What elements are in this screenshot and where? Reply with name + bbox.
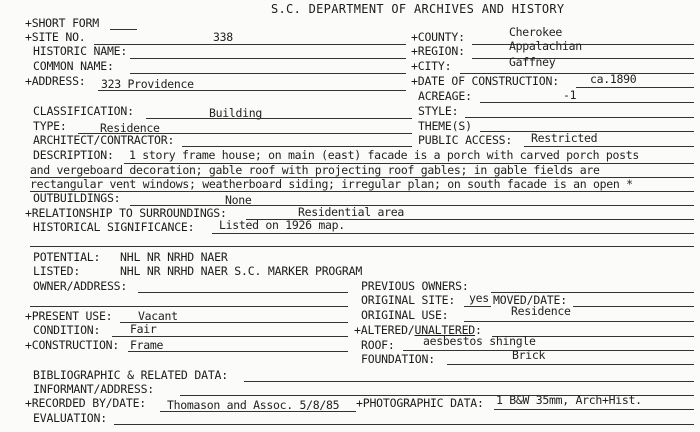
present-use-label: +PRESENT USE: (25, 309, 113, 323)
foundation-line (447, 364, 694, 365)
description-line-1: 1 story frame house; on main (east) facade is a porch with carved porch posts (129, 148, 640, 162)
moved-date-line (573, 306, 694, 307)
public-access-value: Restricted (531, 131, 598, 145)
classification-label: CLASSIFICATION: (33, 104, 134, 118)
construction-line (128, 351, 348, 352)
condition-label: CONDITION: (33, 323, 101, 337)
architect-line (182, 146, 412, 147)
construction-value: Frame (130, 338, 164, 352)
unaltered-colon: : (475, 323, 482, 337)
significance-value: Listed on 1926 map. (219, 218, 345, 232)
address-line (98, 90, 406, 91)
recorded-by-label: +RECORDED BY/DATE: (25, 396, 147, 410)
site-no-label: +SITE NO. (25, 30, 86, 44)
roof-value: aesbestos shingle (423, 334, 536, 348)
historic-name-label: HISTORIC NAME: (33, 44, 128, 58)
owner-address-line (138, 292, 348, 293)
region-label: +REGION: (411, 44, 465, 58)
original-site-value: yes (469, 291, 489, 305)
significance-label: HISTORICAL SIGNIFICANCE: (33, 220, 195, 234)
photographic-value: 1 B&W 35mm, Arch+Hist. (496, 393, 642, 407)
theme-label: THEME(S) (418, 119, 472, 133)
short-form-line (110, 29, 137, 30)
moved-date-label: MOVED/DATE: (493, 293, 567, 307)
photographic-line (494, 409, 694, 410)
type-value: Residence (100, 121, 160, 135)
foundation-label: FOUNDATION: (361, 352, 435, 366)
owner-address-rule-2 (30, 306, 348, 307)
construction-label: +CONSTRUCTION: (25, 338, 120, 352)
style-label: STYLE: (418, 104, 459, 118)
significance-line (212, 233, 694, 234)
original-site-line (464, 306, 491, 307)
foundation-value: Brick (512, 348, 546, 362)
evaluation-label: EVALUATION: (33, 411, 107, 425)
common-name-line (130, 73, 406, 74)
common-name-label: COMMON NAME: (33, 59, 114, 73)
original-use-line (464, 321, 694, 322)
present-use-value: Vacant (138, 309, 178, 323)
form-header: S.C. DEPARTMENT OF ARCHIVES AND HISTORY (271, 2, 565, 16)
potential-options: NHL NR NRHD NAER (120, 250, 228, 264)
unaltered-text: UNALTERED (414, 323, 476, 337)
acreage-value: -1 (563, 88, 577, 102)
description-line-2: and vergeboard decoration; gable roof with projecting roof gables; in gable fields are (30, 163, 600, 177)
county-value: Cherokee (509, 25, 562, 39)
condition-value: Fair (130, 322, 157, 336)
description-line-3: rectangular vent windows; weatherboard siding; irregular plan; on south facade is an open * (30, 177, 633, 191)
photographic-label: +PHOTOGRAPHIC DATA: (356, 396, 484, 410)
date-construction-value: ca.1890 (590, 72, 637, 86)
date-construction-label: +DATE OF CONSTRUCTION: (411, 74, 559, 88)
style-line (465, 117, 694, 118)
altered-text: +ALTERED/ (354, 323, 415, 337)
county-label: +COUNTY: (411, 30, 465, 44)
relationship-value: Residential area (298, 205, 404, 219)
bibliographic-label: BIBLIOGRAPHIC & RELATED DATA: (33, 368, 228, 382)
evaluation-line (114, 424, 694, 425)
original-use-value: Residence (511, 304, 571, 318)
roof-label: ROOF: (361, 338, 395, 352)
roof-line (403, 350, 694, 351)
previous-owners-label: PREVIOUS OWNERS: (361, 279, 469, 293)
recorded-by-line (160, 411, 356, 412)
original-use-label: ORIGINAL USE: (361, 308, 449, 322)
significance-rule-2 (30, 246, 694, 247)
city-label: +CITY: (411, 59, 452, 73)
informant-label: INFORMANT/ADDRESS: (33, 382, 155, 396)
description-label: DESCRIPTION: (33, 148, 114, 162)
historic-name-line (130, 58, 406, 59)
listed-options: NHL NR NRHD NAER S.C. MARKER PROGRAM (120, 264, 363, 278)
public-access-label: PUBLIC ACCESS: (418, 133, 513, 147)
city-value: Gaffney (509, 55, 556, 69)
county-line (472, 44, 694, 45)
recorded-by-value: Thomason and Assoc. 5/8/85 (167, 398, 340, 412)
type-label: TYPE: (33, 119, 67, 133)
bibliographic-line (244, 381, 694, 382)
potential-label: POTENTIAL: (33, 250, 101, 264)
date-construction-line (576, 87, 694, 88)
acreage-label: ACREAGE: (418, 89, 472, 103)
outbuildings-value: None (225, 193, 252, 207)
relationship-label: +RELATIONSHIP TO SURROUNDINGS: (25, 206, 227, 220)
region-line (472, 58, 694, 59)
site-no-value: 338 (213, 30, 233, 44)
address-label: +ADDRESS: (25, 74, 86, 88)
classification-value: Building (209, 106, 262, 120)
public-access-line (524, 146, 694, 147)
region-value: Appalachian (509, 39, 582, 53)
outbuildings-label: OUTBUILDINGS: (33, 191, 121, 205)
condition-line (112, 336, 348, 337)
site-no-line (94, 44, 406, 45)
owner-address-label: OWNER/ADDRESS: (33, 279, 128, 293)
acreage-line (480, 102, 694, 103)
address-value: 323 Providence (101, 77, 194, 91)
original-site-label: ORIGINAL SITE: (361, 293, 456, 307)
description-rule-3 (30, 191, 694, 192)
short-form-label: +SHORT FORM (25, 16, 99, 30)
classification-line (146, 118, 412, 119)
listed-label: LISTED: (33, 264, 81, 278)
architect-label: ARCHITECT/CONTRACTOR: (33, 133, 175, 147)
